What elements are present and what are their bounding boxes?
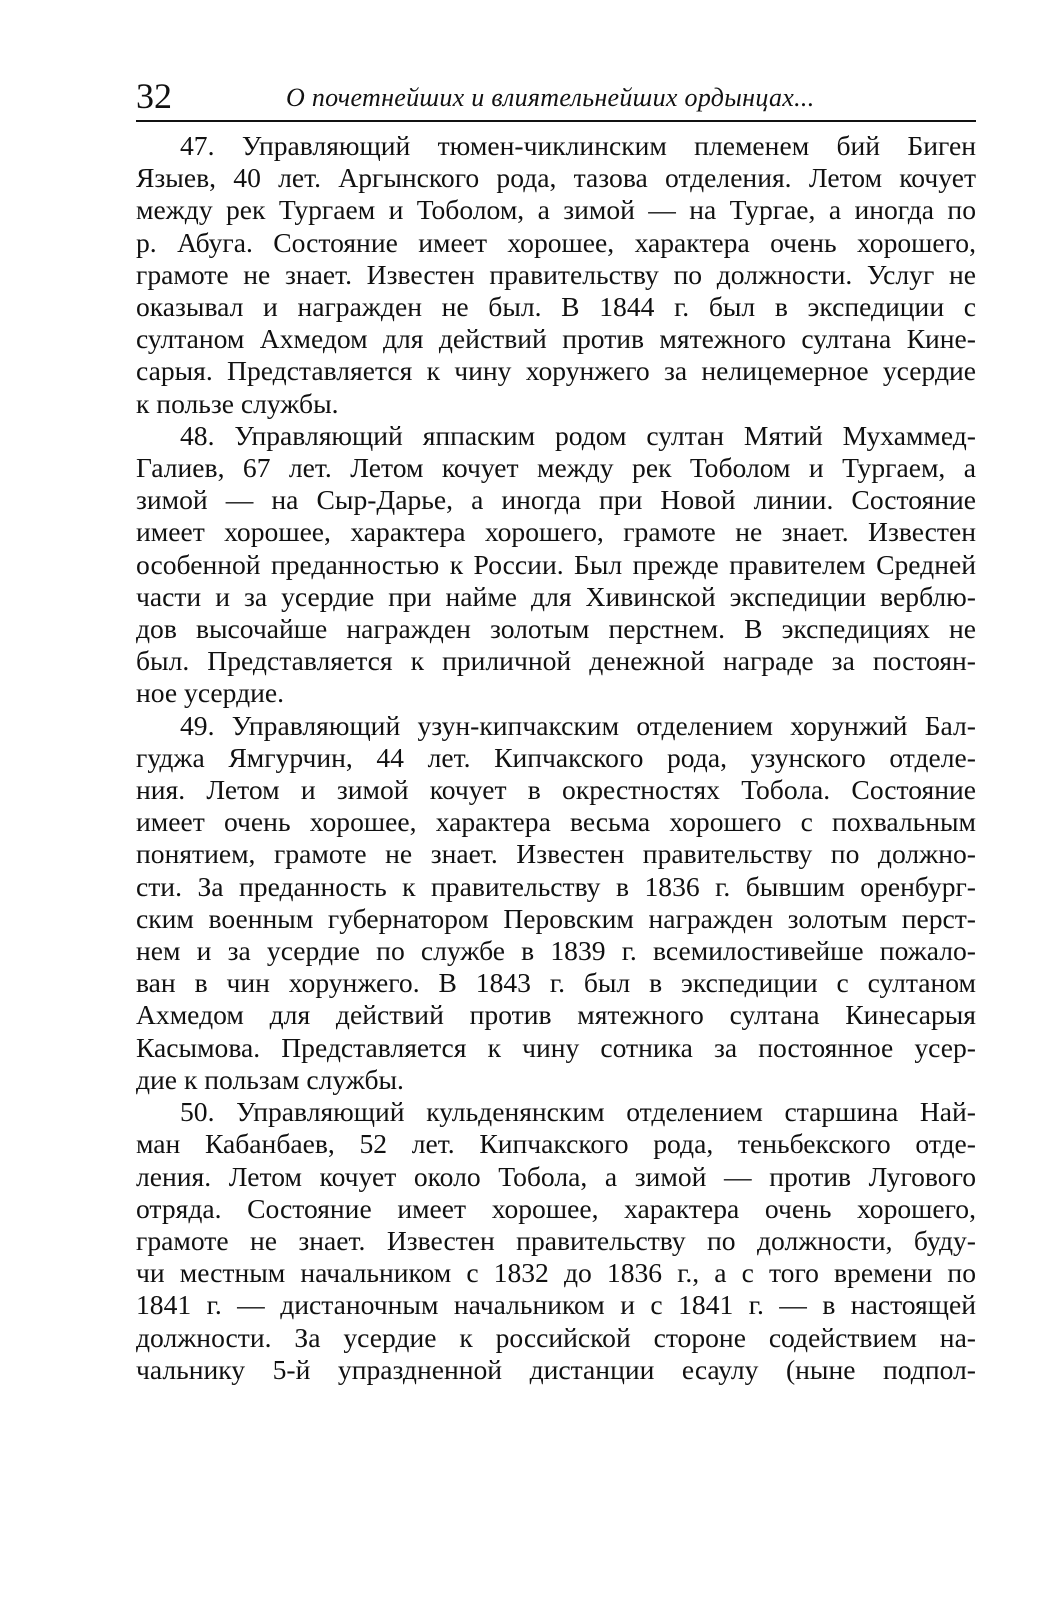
text-line: нем и за усердие по службе в 1839 г. всемилостивейше пожало- [136, 935, 976, 967]
text-line: сти. За преданность к правительству в 1836 г. бывшим оренбург- [136, 870, 976, 902]
text-line: чальнику 5-й упраздненной дистанции есаулу (ныне подпол- [136, 1353, 976, 1385]
text-line: Ахмедом для действий против мятежного султана Кинесарыя [136, 999, 976, 1031]
entry-paragraph [136, 1096, 976, 1386]
text-line: ления. Летом кочует около Тобола, а зимой — против Лугового [136, 1160, 976, 1192]
text-line: ное усердие. [136, 677, 285, 709]
text-line: ским военным губернатором Перовским награжден золотым перст- [136, 902, 976, 934]
text-line: султаном Ахмедом для действий против мятежного султана Кине- [136, 323, 976, 355]
text-line: чи местным начальником с 1832 до 1836 г., а с того времени по [136, 1257, 976, 1289]
text-line: к пользе службы. [136, 387, 339, 419]
text-line: имеет хорошее, характера хорошего, грамоте не знает. Известен [136, 516, 976, 548]
text-line: оказывал и награжден не был. В 1844 г. был в экспедиции с [136, 291, 976, 323]
text-line: гуджа Ямгурчин, 44 лет. Кипчакского рода, узунского отделе- [136, 741, 976, 773]
text-line: был. Представляется к приличной денежной награде за постоян- [136, 645, 976, 677]
entry-paragraph [136, 420, 976, 710]
text-line: Касымова. Представляется к чину сотника за постоянное усер- [136, 1031, 976, 1063]
entry-paragraph [136, 130, 976, 420]
text-line: особенной преданностью к России. Был прежде правителем Средней [136, 548, 976, 580]
text-line: сарыя. Представляется к чину хорунжего за нелицемерное усердие [136, 355, 976, 387]
text-line: дов высочайше награжден золотым перстнем. В экспедициях не [136, 613, 976, 645]
text-line: грамоте не знает. Известен правительству по должности. Услуг не [136, 258, 976, 290]
page-number: 32 [136, 76, 172, 116]
text-line: 1841 г. — дистаночным начальником и с 1841 г. — в настоящей [136, 1289, 976, 1321]
text-line: зимой — на Сыр-Дарье, а иногда при Новой линии. Состояние [136, 484, 976, 516]
text-line: части и за усердие при найме для Хивинской экспедиции верблю- [136, 580, 976, 612]
text-line: между рек Тургаем и Тоболом, а зимой — на Тургае, а иногда по [136, 194, 976, 226]
text-line: ван в чин хорунжего. В 1843 г. был в экспедиции с султаном [136, 967, 976, 999]
text-line: р. Абуга. Состояние имеет хорошее, характера очень хорошего, [136, 226, 976, 258]
text-line: отряда. Состояние имеет хорошее, характера очень хорошего, [136, 1192, 976, 1224]
text-line: 50. Управляющий кульденянским отделением старшина Най- [180, 1096, 976, 1128]
entry-paragraph [136, 710, 976, 1096]
text-line: дие к пользам службы. [136, 1063, 404, 1095]
text-line: грамоте не знает. Известен правительству по должности, буду- [136, 1224, 976, 1256]
text-line: должности. За усердие к российской стороне содействием на- [136, 1321, 976, 1353]
text-line: 49. Управляющий узун-кипчакским отделением хорунжий Бал- [180, 709, 976, 741]
text-line: 48. Управляющий яппаским родом султан Мятий Мухаммед- [180, 419, 976, 451]
text-line: Языев, 40 лет. Аргынского рода, тазова отделения. Летом кочует [136, 162, 976, 194]
text-line: 47. Управляющий тюмен-чиклинским племенем бий Биген [180, 130, 976, 161]
text-line: ман Кабанбаев, 52 лет. Кипчакского рода, теньбекского отде- [136, 1128, 976, 1160]
body-text [136, 130, 976, 1386]
running-title: О почетнейших и влиятельнейших ордынцах... [286, 83, 815, 112]
text-line: ния. Летом и зимой кочует в окрестностях Тобола. Состояние [136, 774, 976, 806]
text-line: имеет очень хорошее, характера весьма хорошего с похвальным [136, 806, 976, 838]
text-line: понятием, грамоте не знает. Известен правительству по должно- [136, 838, 976, 870]
page-header [136, 72, 976, 122]
text-line: Галиев, 67 лет. Летом кочует между рек Тоболом и Тургаем, а [136, 452, 976, 484]
